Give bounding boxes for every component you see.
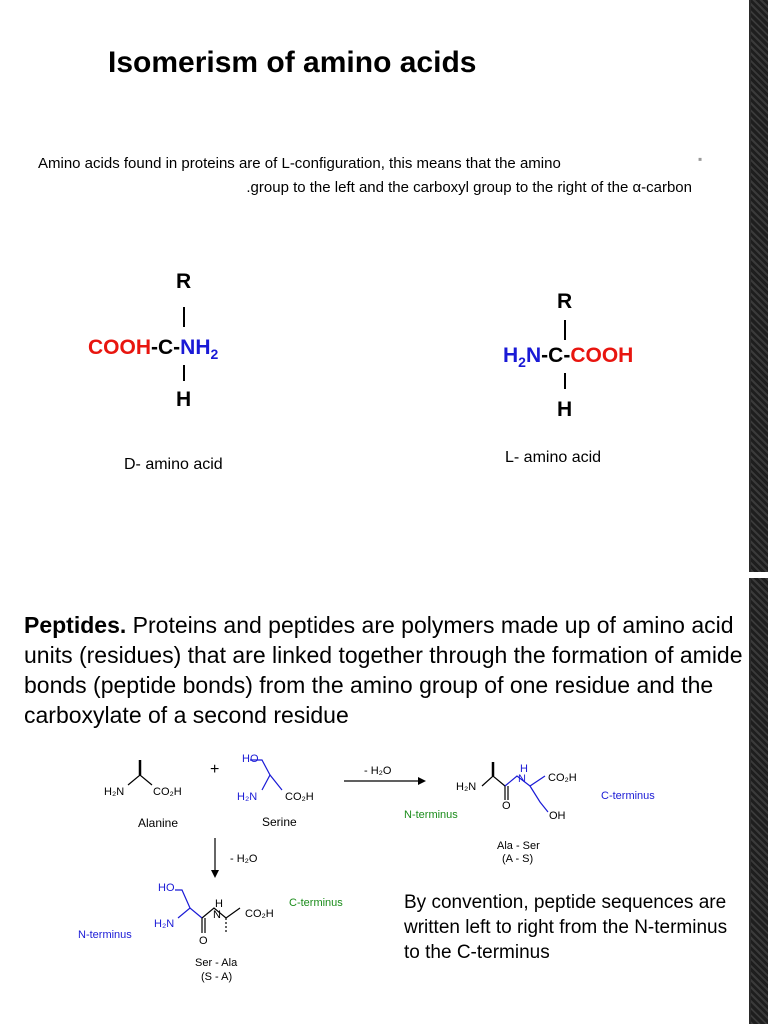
alaser-n-terminus: N-terminus bbox=[404, 809, 458, 821]
serala-h: H bbox=[215, 898, 223, 910]
serine-h2n: H₂N bbox=[237, 791, 258, 803]
h2o-label-vertical: - H₂O bbox=[230, 853, 258, 865]
plus-sign: + bbox=[210, 761, 220, 778]
d-hydrogen: H bbox=[176, 388, 192, 411]
d-carboxyl-group: COOH bbox=[88, 336, 151, 359]
intro-line-2: .group to the left and the carboxyl group to the right of the α-carbon bbox=[246, 179, 692, 196]
serala-label: Ser - Ala bbox=[195, 957, 238, 969]
peptides-body: Proteins and peptides are polymers made up of amino acid units (residues) that are linked together through the formation of amide bonds (peptide bonds) from the amino group of one residue and the carboxylate of a second residue bbox=[24, 612, 743, 728]
h2o-label-horizontal: - H₂O bbox=[364, 765, 392, 777]
l-top-bond bbox=[564, 320, 566, 340]
peptides-paragraph bbox=[24, 610, 744, 730]
alaser-oh: OH bbox=[549, 810, 566, 822]
l-r-group: R bbox=[557, 290, 573, 313]
d-formula-row: COOH-$C-NH_2$ bbox=[88, 336, 219, 363]
serine-co2h: CO₂H bbox=[285, 791, 314, 803]
l-alpha-carbon: C bbox=[548, 344, 564, 367]
serala-o: O bbox=[199, 935, 208, 947]
serine-ho: HO bbox=[242, 753, 259, 765]
page-title: Isomerism of amino acids bbox=[108, 46, 477, 79]
l-caption: L- amino acid bbox=[505, 449, 602, 466]
alanine-backbone bbox=[128, 775, 152, 785]
alanine-h2n: H₂N bbox=[104, 786, 125, 798]
vertical-arrow-head bbox=[211, 870, 219, 878]
alanine-co2h: CO₂H bbox=[153, 786, 182, 798]
d-amino-group: $NH_2$ bbox=[180, 336, 219, 363]
alaser-h2n: H₂N bbox=[456, 781, 477, 793]
l-amino-group: $H_2N$ bbox=[503, 344, 542, 371]
d-r-group: R bbox=[176, 270, 192, 293]
alaser-c-terminus: C-terminus bbox=[601, 790, 655, 802]
serala-n-terminus: N-terminus bbox=[78, 929, 132, 941]
horizontal-arrow-head bbox=[418, 777, 426, 785]
peptides-heading: Peptides. bbox=[24, 612, 127, 638]
d-top-bond bbox=[183, 307, 185, 327]
alaser-co2h: CO₂H bbox=[548, 772, 577, 784]
l-carboxyl-group: COOH bbox=[570, 344, 634, 367]
l-bottom-bond bbox=[564, 373, 566, 389]
intro-line-1: Amino acids found in proteins are of L-configuration, this means that the amino bbox=[38, 155, 561, 172]
d-caption: D- amino acid bbox=[124, 456, 223, 473]
d-alpha-carbon: C bbox=[158, 336, 174, 359]
right-border-decoration bbox=[744, 0, 768, 1024]
serala-h2n: H₂N bbox=[154, 918, 175, 930]
alaser-label: Ala - Ser bbox=[497, 840, 540, 852]
bullet-icon: ▪ bbox=[698, 152, 703, 166]
l-hydrogen: H bbox=[557, 398, 573, 421]
serala-abbr: (S - A) bbox=[201, 971, 233, 983]
alaser-o: O bbox=[502, 800, 511, 812]
reaction-scheme-bonds bbox=[0, 740, 740, 1010]
l-formula-row: $H_2N-C$-COOH bbox=[503, 344, 634, 371]
serala-n: N bbox=[213, 909, 221, 921]
convention-note: By convention, peptide sequences are written left to right from the N-terminus to the C-terminus bbox=[404, 892, 728, 963]
serine-label: Serine bbox=[262, 815, 297, 829]
alanine-label: Alanine bbox=[138, 816, 179, 830]
alaser-abbr: (A - S) bbox=[502, 853, 534, 865]
alaser-h: H bbox=[520, 763, 528, 775]
alaser-n: N bbox=[518, 773, 526, 785]
serine-backbone bbox=[262, 775, 282, 790]
serala-c-terminus: C-terminus bbox=[289, 897, 343, 909]
serala-ho: HO bbox=[158, 882, 175, 894]
serala-co2h: CO₂H bbox=[245, 908, 274, 920]
d-bottom-bond bbox=[183, 365, 185, 381]
